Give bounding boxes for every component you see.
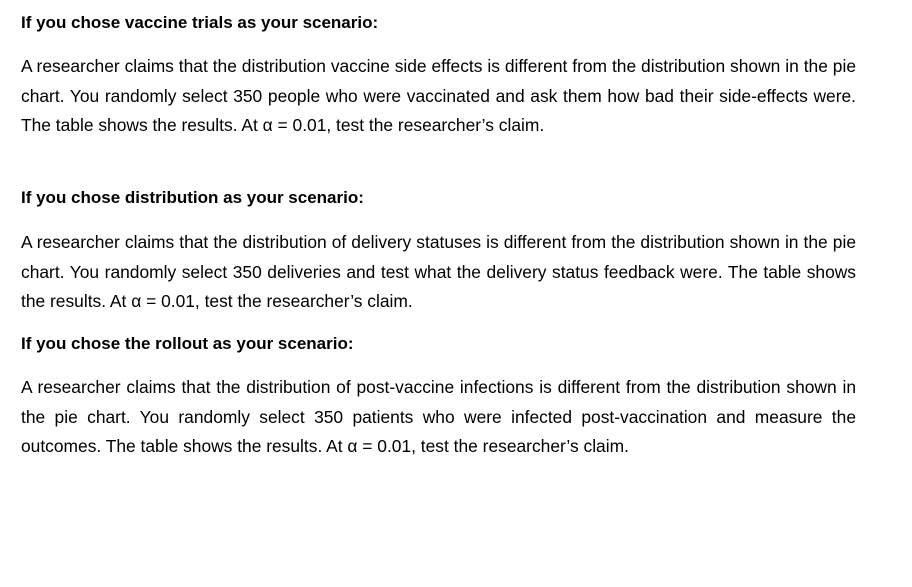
- section-body-vaccine-trials: A researcher claims that the distribution vaccine side effects is different from the distribution shown in the pie chart. You randomly select 350 people who were vaccinated and ask them how bad their side-effects were. The table shows the results. At α = 0.01, test the researcher’s claim.: [21, 56, 856, 135]
- section-body-rollout: A researcher claims that the distribution of post-vaccine infections is different from the distribution shown in the pie chart. You randomly select 350 patients who were infected post-vaccination and measure the outcomes. The table shows the results. At α = 0.01, test the researcher’s claim.: [21, 377, 856, 456]
- section-heading-vaccine-trials: If you chose vaccine trials as your scenario:: [21, 13, 379, 32]
- section-body-distribution: A researcher claims that the distribution of delivery statuses is different from the distribution shown in the pie chart. You randomly select 350 deliveries and test what the delivery status feedback were. The table shows the results. At α = 0.01, test the researcher’s claim.: [21, 232, 856, 311]
- section-heading-rollout: If you chose the rollout as your scenario:: [21, 334, 354, 353]
- section-heading-distribution: If you chose distribution as your scenario:: [21, 188, 364, 207]
